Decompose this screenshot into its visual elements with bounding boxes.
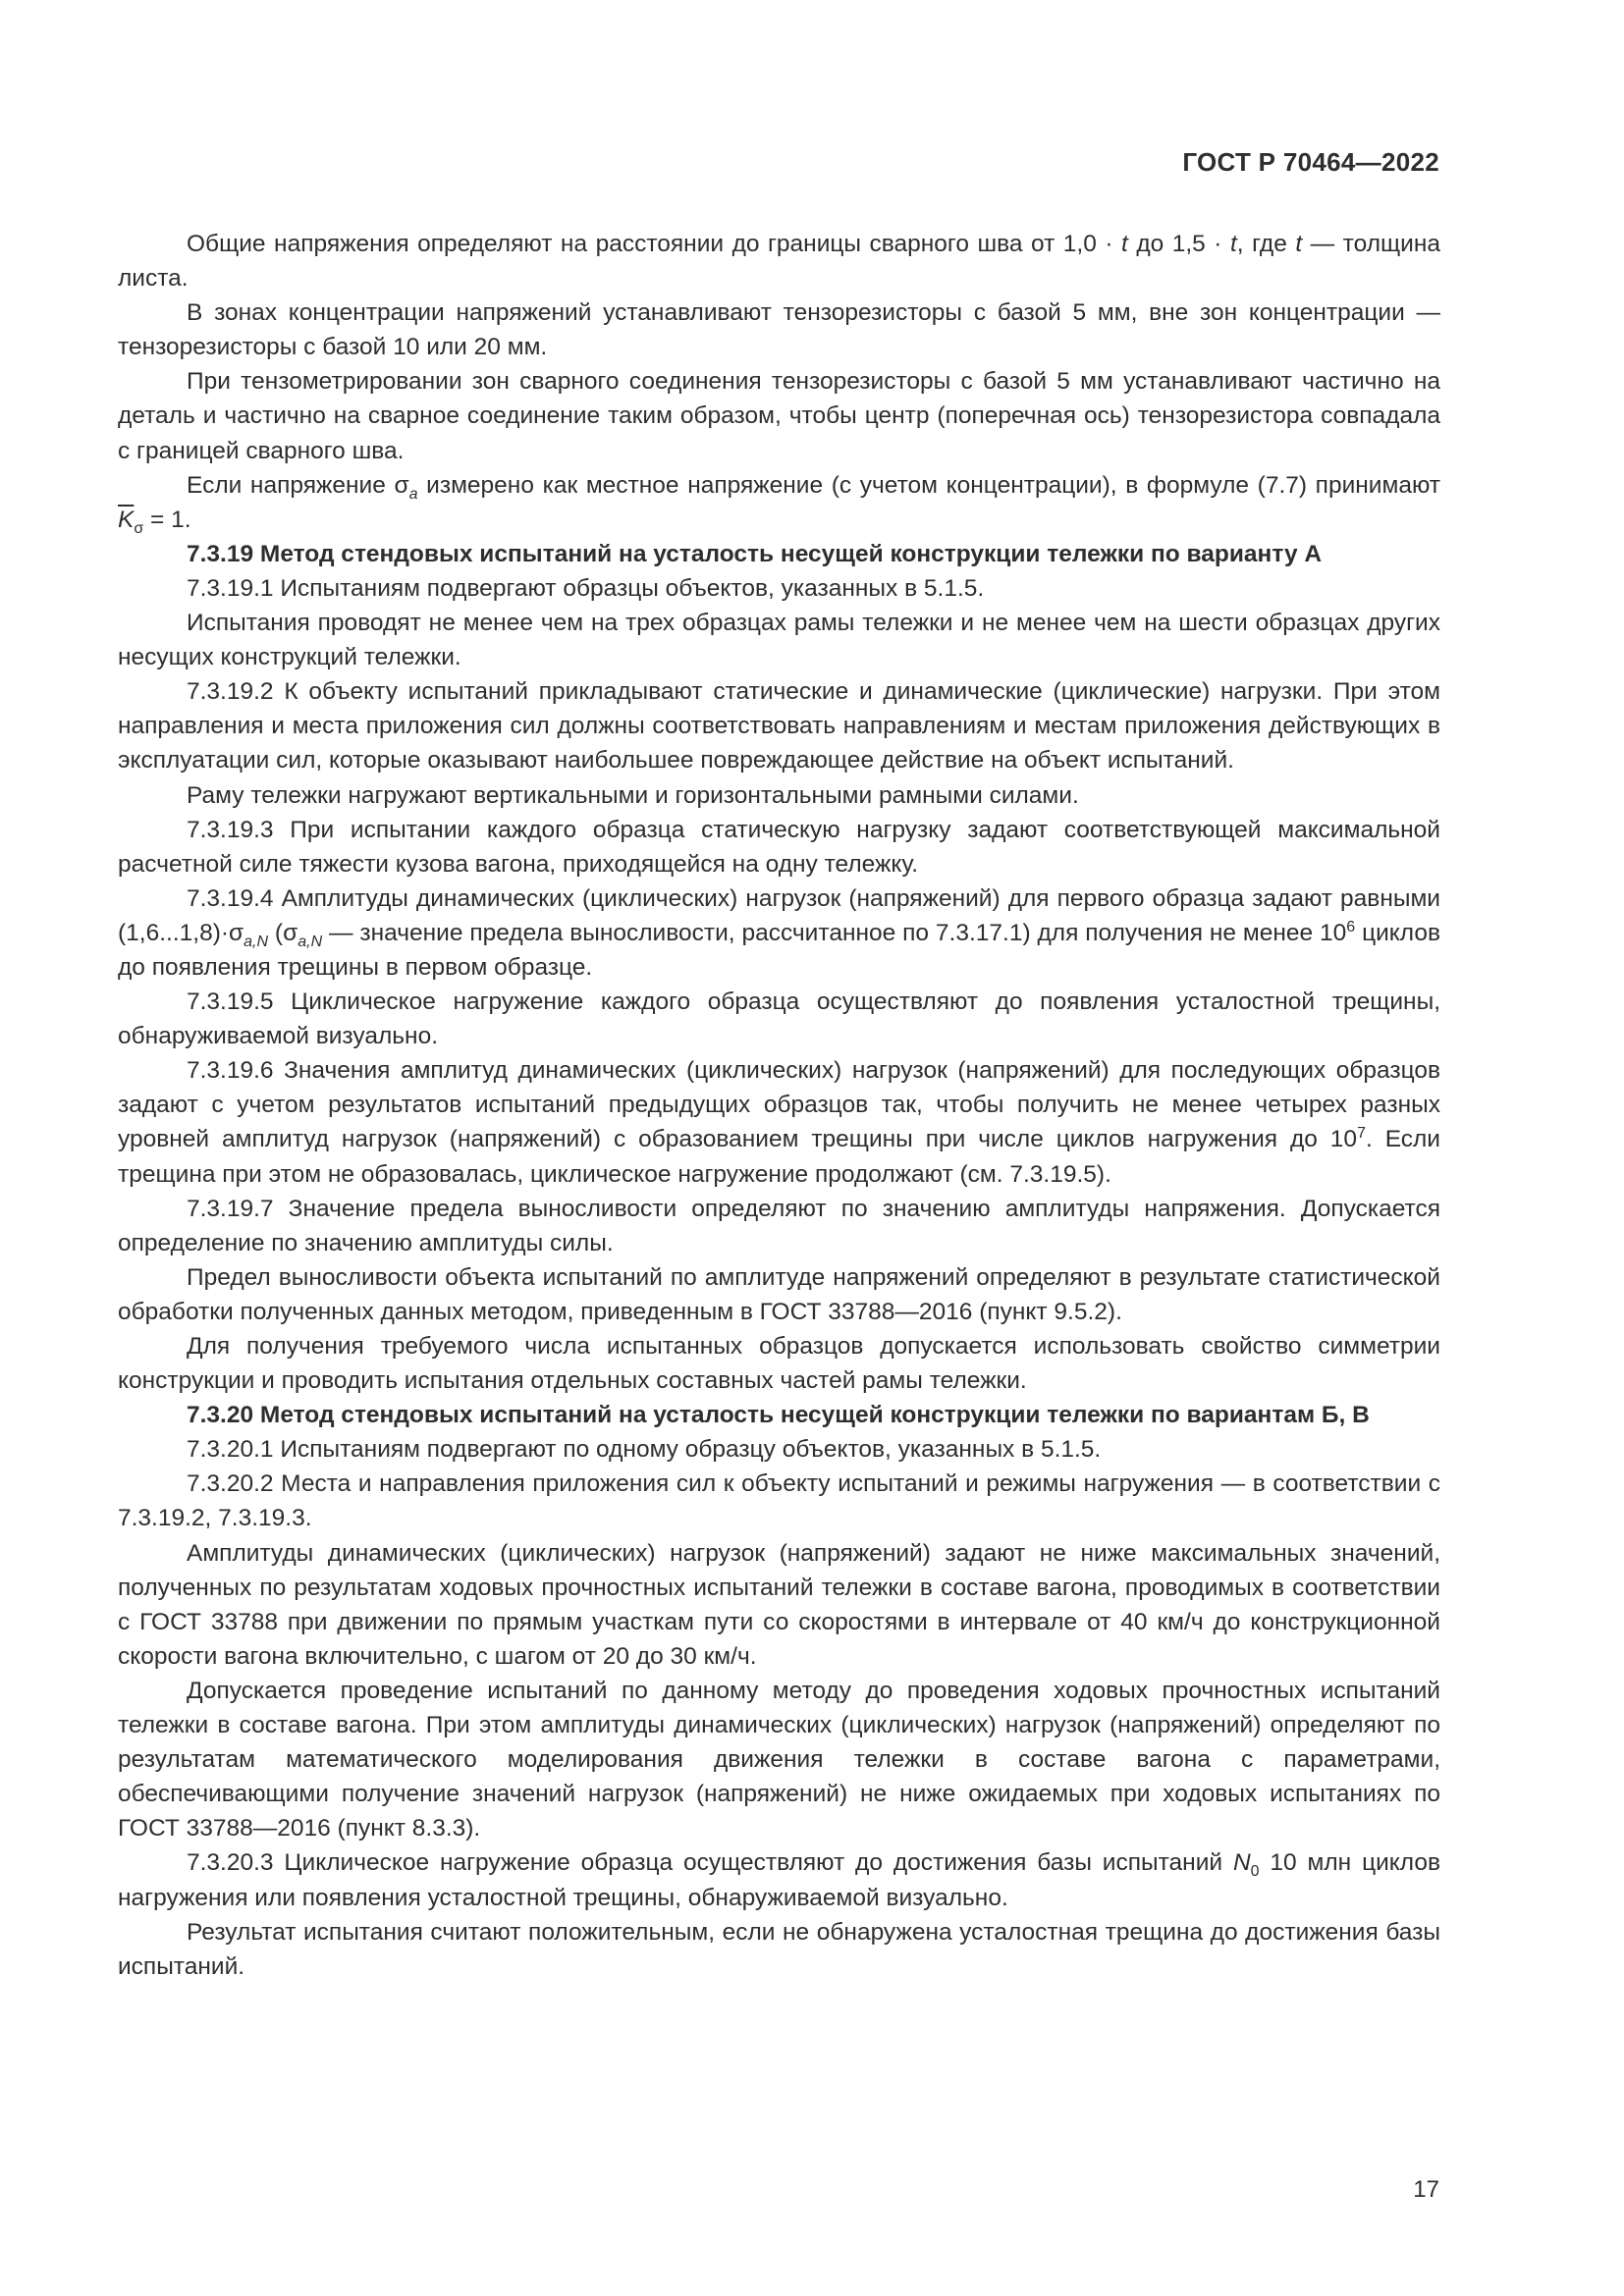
clause-7-3-20-2: 7.3.20.2 Места и направления приложения сил к объекту испытаний и режимы нагружения — в соответствии с 7.3.19.2, 7.3.19.3. xyxy=(118,1470,1440,1532)
paragraph-endurance-limit: Предел выносливости объекта испытаний по амплитуде напряжений определяют в результате статистической обработки полученных данных методом, приведенным в ГОСТ 33788—2016 (пункт 9.5.2). xyxy=(118,1263,1440,1325)
paragraph-frame-load: Раму тележки нагружают вертикальными и горизонтальными рамными силами. xyxy=(187,781,1079,809)
clause-7-3-19-6: 7.3.19.6 Значения амплитуд динамических (циклических) нагрузок (напряжений) для последующих образцов задают с учетом результатов испытаний предыдущих образцов так, чтобы получить не менее четырех разных уровней амплитуд нагрузок (напряжений) с образованием трещины при числе циклов нагружения до $10^7$. Если трещина при этом не образовалась, циклическое нагружение продолжают (см. 7.3.19.5). xyxy=(118,1057,1440,1188)
section-heading-7-3-20: 7.3.20 Метод стендовых испытаний на усталость несущей конструкции тележки по вариантам Б, В xyxy=(187,1402,1370,1429)
paragraph-general-stress: Общие напряжения определяют на расстоянии до границы сварного шва от 1,0 · t до 1,5 · t, где t — толщина листа. xyxy=(118,231,1440,293)
document-header: ГОСТ Р 70464—2022 xyxy=(1182,147,1439,177)
clause-7-3-19-3: 7.3.19.3 При испытании каждого образца статическую нагрузку задают соответствующей максимальной расчетной силе тяжести кузова вагона, приходящейся на одну тележку. xyxy=(118,816,1440,878)
paragraph-local-stress: Если напряжение $\sigma_a$ измерено как местное напряжение (с учетом концентрации), в формуле (7.7) принимают $\overline{K}_\sigma = 1$. xyxy=(118,471,1440,537)
document-body xyxy=(118,227,1440,1984)
page-number: 17 xyxy=(1413,2176,1439,2203)
paragraph-result: Результат испытания считают положительным, если не обнаружена усталостная трещина до достижения базы испытаний. xyxy=(118,1918,1440,1980)
clause-7-3-19-7: 7.3.19.7 Значение предела выносливости определяют по значению амплитуды напряжения. Допускается определение по значению амплитуды силы. xyxy=(118,1195,1440,1256)
clause-7-3-20-1: 7.3.20.1 Испытаниям подвергают по одному образцу объектов, указанных в 5.1.5. xyxy=(187,1436,1102,1464)
paragraph-weld-tensometry: При тензометрировании зон сварного соединения тензорезисторы с базой 5 мм устанавливают частично на деталь и частично на сварное соединение таким образом, чтобы центр (поперечная ось) тензорезистора совпадала с границей сварного шва. xyxy=(118,368,1440,464)
paragraph-amplitudes: Амплитуды динамических (циклических) нагрузок (напряжений) задают не ниже максимальных значений, полученных по результатам ходовых прочностных испытаний тележки в составе вагона, проводимых в соответствии с ГОСТ 33788 при движении по прямым участкам пути со скоростями в интервале от 40 км/ч до конструкционной скорости вагона включительно, с шагом от 20 до 30 км/ч. xyxy=(118,1539,1440,1670)
paragraph-symmetry: Для получения требуемого числа испытанных образцов допускается использовать свойство симметрии конструкции и проводить испытания отдельных составных частей рамы тележки. xyxy=(118,1333,1440,1395)
section-heading-7-3-19: 7.3.19 Метод стендовых испытаний на усталость несущей конструкции тележки по варианту А xyxy=(187,540,1323,567)
clause-7-3-19-1: 7.3.19.1 Испытаниям подвергают образцы объектов, указанных в 5.1.5. xyxy=(187,574,985,602)
clause-7-3-19-2: 7.3.19.2 К объекту испытаний прикладывают статические и динамические (циклические) нагрузки. При этом направления и места приложения сил должны соответствовать направлениям и местам приложения действующих в эксплуатации сил, которые оказывают наибольшее повреждающее действие на объект испытаний. xyxy=(118,678,1440,774)
clause-7-3-19-5: 7.3.19.5 Циклическое нагружение каждого образца осуществляют до появления усталостной трещины, обнаруживаемой визуально. xyxy=(118,988,1440,1050)
paragraph-allowed-before-running-tests: Допускается проведение испытаний по данному методу до проведения ходовых прочностных испытаний тележки в составе вагона. При этом амплитуды динамических (циклических) нагрузок (напряжений) определяют по результатам математического моделирования движения тележки в составе вагона с параметрами, обеспечивающими получение значений нагрузок (напряжений) не ниже ожидаемых при ходовых испытаниях по ГОСТ 33788—2016 (пункт 8.3.3). xyxy=(118,1677,1440,1842)
clause-7-3-19-4: 7.3.19.4 Амплитуды динамических (циклических) нагрузок (напряжений) для первого образца задают равными $(1,6...1,8)\cdot\sigma_{a,N}$ ($\sigma_{a,N}$ — значение предела выносливости, рассчитанное по 7.3.17.1) для получения не менее $10^6$ циклов до появления трещины в первом образце. xyxy=(118,884,1441,981)
paragraph-tests-count: Испытания проводят не менее чем на трех образцах рамы тележки и не менее чем на шести образцах других несущих конструкций тележки. xyxy=(118,610,1440,671)
clause-7-3-20-3: 7.3.20.3 Циклическое нагружение образца осуществляют до достижения базы испытаний $N_0$ 10 млн циклов нагружения или появления усталостной трещины, обнаруживаемой визуально. xyxy=(118,1849,1440,1911)
paragraph-concentration-zones: В зонах концентрации напряжений устанавливают тензорезисторы с базой 5 мм, вне зон концентрации — тензорезисторы с базой 10 или 20 мм. xyxy=(118,299,1440,361)
